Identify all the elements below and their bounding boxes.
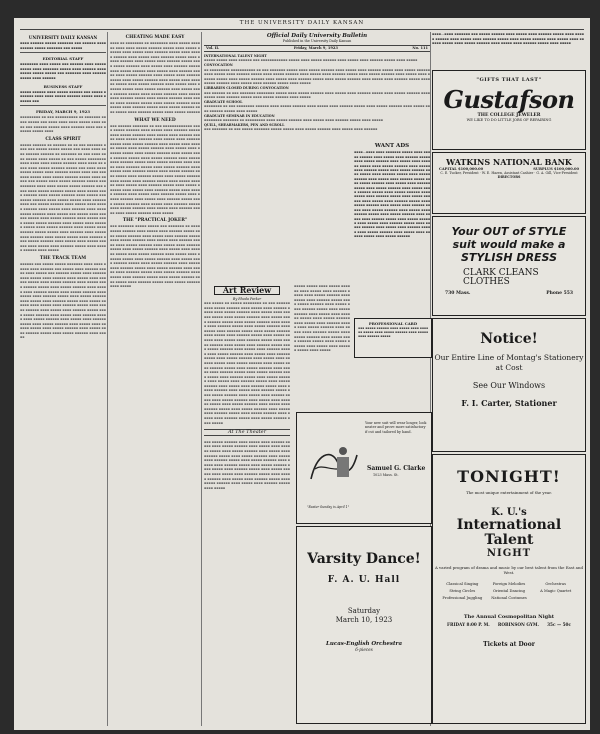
bank-name: WATKINS NATIONAL BANK — [446, 157, 572, 167]
tonight-annual: The Annual Cosmopolitan Night — [463, 614, 555, 620]
practical-joker-heading: THE "PRACTICAL JOKER" — [122, 218, 188, 224]
notice-see-windows: See Our Windows — [472, 381, 546, 390]
bulletin-item: QUILL, SHEARMAKERS, PEN AND SCROLL — [204, 122, 285, 127]
art-review-byline: By Rhoda Parker — [232, 296, 262, 301]
professional-card — [354, 318, 432, 358]
bank-directors: DIRECTORS — [497, 175, 521, 180]
clark-phone: Phone 553 — [546, 291, 573, 296]
newspaper-page — [14, 18, 590, 730]
varsity-dance-pieces: 6-pieces — [355, 647, 373, 652]
gustafson-subtitle: THE COLLEGE JEWELER — [477, 113, 541, 118]
act-item: Oriental Dancing — [492, 589, 526, 593]
bulletin-item-text: ▪▪ ▪▪▪▪▪▪▪▪▪ ▪▪▪▪▪▪▪▪▪▪▪ ▪▪ ▪▪▪ ▪▪▪▪▪▪▪ ▪▪▪▪▪ ▪▪▪▪ ▪▪▪▪▪ ▪▪▪▪▪▪ ▪▪▪▪ ▪▪▪▪▪ ▪▪▪▪ ▪▪▪▪▪▪ ▪▪▪▪▪ ▪▪▪▪ ▪▪▪▪▪ ▪▪▪▪▪▪ ▪▪▪▪ ▪▪▪▪▪ ▪▪▪▪ ▪▪▪▪▪▪ ▪▪▪▪▪ ▪▪▪▪ ▪▪▪▪▪ ▪▪▪▪▪▪ ▪▪▪▪ ▪▪▪▪▪ ▪▪▪▪ ▪▪▪▪▪▪ ▪▪▪▪▪ ▪▪▪▪ ▪▪▪▪▪ ▪▪▪▪▪▪ ▪▪▪▪ ▪▪▪▪▪ ▪▪▪▪ ▪▪▪▪▪▪ ▪▪▪▪▪ ▪▪▪▪ ▪▪▪▪▪ ▪▪▪▪▪▪ ▪▪▪▪ ▪▪▪▪▪ ▪▪▪▪ ▪▪▪▪▪▪ ▪▪▪▪▪ ▪▪▪▪ ▪▪▪▪▪ ▪▪▪▪▪▪ ▪▪▪▪ ▪▪▪▪▪ ▪▪▪▪ ▪▪▪▪▪▪ ▪▪▪▪▪ ▪▪▪▪ ▪▪▪▪▪ ▪▪▪▪▪▪ ▪▪▪▪ ▪▪▪▪▪ ▪▪▪▪ ▪▪▪▪▪▪ ▪▪▪▪▪ ▪▪▪▪ ▪▪▪▪▪ — [204, 67, 430, 86]
bulletin-item: GRADUATE SEMINAR IN EDUCATION — [204, 113, 275, 118]
classifieds-text: ▪▪▪▪—▪▪▪▪ ▪▪▪▪▪▪▪ ▪▪▪ ▪▪▪▪▪ ▪▪▪▪▪▪ ▪▪▪▪ ▪▪▪▪▪ ▪▪▪▪ ▪▪▪▪▪▪ ▪▪▪▪▪ ▪▪▪▪ ▪▪▪▪▪ ▪▪▪▪▪▪ ▪▪▪▪ ▪▪▪▪▪ ▪▪▪▪ ▪▪▪▪▪▪ ▪▪▪▪▪ ▪▪▪▪ ▪▪▪▪▪ ▪▪▪▪▪▪ ▪▪▪▪ ▪▪▪▪▪ ▪▪▪▪ ▪▪▪▪▪▪ ▪▪▪▪▪ ▪▪▪▪ ▪▪▪▪▪ ▪▪▪▪▪▪ ▪▪▪▪ ▪▪▪▪▪ ▪▪▪▪ ▪▪▪▪▪▪ ▪▪▪▪▪ ▪▪▪▪ ▪▪▪▪▪ — [432, 32, 584, 46]
act-item: String Circles — [449, 589, 476, 593]
varsity-dance-day: Saturday — [347, 607, 381, 615]
classifieds-top — [432, 32, 584, 68]
tonight-details — [433, 620, 585, 627]
bulletin-item-text: ▪▪▪▪▪▪▪▪ ▪▪▪▪▪▪▪ ▪▪ ▪▪▪▪▪▪▪▪▪ ▪▪▪▪ ▪▪▪▪▪ ▪▪▪▪▪▪ ▪▪▪▪ ▪▪▪▪▪ ▪▪▪▪ ▪▪▪▪▪▪ ▪▪▪▪▪ ▪▪▪▪ ▪▪▪▪▪ — [204, 118, 383, 123]
act-item: Foreign Melodies — [492, 582, 526, 586]
bulletin-volume: Vol. II. — [206, 46, 220, 51]
bulletin-item: INTERNATIONAL TALENT NIGHT — [204, 53, 267, 58]
gustafson-tagline: "GIFTS THAT LAST" — [476, 77, 542, 83]
bank-capital: CAPITAL $100,000.00 — [439, 167, 484, 171]
tailor-figure-illustration — [303, 443, 363, 487]
staff-list: ▪▪▪▪▪▪▪▪ ▪▪▪▪ ▪▪▪▪▪ ▪▪▪ ▪▪▪▪▪▪ ▪▪▪▪ ▪▪▪▪▪ ▪▪▪▪▪ ▪▪▪▪ ▪▪▪▪▪▪▪ ▪▪▪▪▪ ▪▪▪▪ ▪▪▪▪▪▪ ▪▪▪▪ ▪▪▪▪▪ ▪▪▪▪▪ ▪▪▪▪▪ ▪▪▪ ▪▪▪▪▪▪▪ ▪▪▪▪ ▪▪▪▪▪▪ ▪▪▪▪▪ ▪▪▪▪ ▪▪▪▪▪▪ — [20, 62, 106, 80]
bank-surplus: SURPLUS $100,000.00 — [533, 167, 579, 171]
want-ads-heading: WANT ADS — [374, 143, 410, 149]
editorial-column-2 — [110, 32, 200, 728]
class-spirit-heading: CLASS SPIRIT — [45, 136, 81, 142]
bulletin-item: LIBRARIES CLOSED DURING CONVOCATION — [204, 85, 289, 90]
editorial-staff-heading: EDITORIAL STAFF — [42, 56, 84, 62]
gustafson-subtitle-2: WE LIKE TO DO LITTLE JOBS OF REPAIRING — [466, 118, 552, 122]
tonight-subtitle: The most unique entertainment of the year. — [466, 490, 552, 495]
theater-text: ▪▪▪ ▪▪▪▪▪ ▪▪▪▪▪▪ ▪▪▪▪ ▪▪▪▪▪ ▪▪▪▪ ▪▪▪▪▪▪ ▪▪▪▪▪ ▪▪▪▪ ▪▪▪▪▪ ▪▪▪▪▪▪ ▪▪▪▪ ▪▪▪▪▪ ▪▪▪▪ ▪▪▪▪▪▪ ▪▪▪▪▪ ▪▪▪▪ ▪▪▪▪▪ ▪▪▪▪▪▪ ▪▪▪▪ ▪▪▪▪▪ ▪▪▪▪ ▪▪▪▪▪▪ ▪▪▪▪▪ ▪▪▪▪ ▪▪▪▪▪ ▪▪▪▪▪▪ ▪▪▪▪ ▪▪▪▪▪ ▪▪▪▪ ▪▪▪▪▪▪ ▪▪▪▪▪ ▪▪▪▪ ▪▪▪▪▪ ▪▪▪▪▪▪ ▪▪▪▪ ▪▪▪▪▪ ▪▪▪▪ ▪▪▪▪▪▪ ▪▪▪▪▪ ▪▪▪▪ ▪▪▪▪▪ ▪▪▪▪▪▪ ▪▪▪▪ ▪▪▪▪▪ ▪▪▪▪ ▪▪▪▪▪▪ ▪▪▪▪▪ ▪▪▪▪ ▪▪▪▪▪ ▪▪▪▪▪▪ ▪▪▪▪ ▪▪▪▪▪ ▪▪▪▪ ▪▪▪▪▪▪ ▪▪▪▪▪ ▪▪▪▪ ▪▪▪▪▪ ▪▪▪▪▪▪ ▪▪▪▪ ▪▪▪▪▪ ▪▪▪▪ ▪▪▪▪▪▪ ▪▪▪▪▪ ▪▪▪▪ ▪▪▪▪▪ ▪▪▪▪▪▪ ▪▪▪▪ ▪▪▪▪▪ ▪▪▪▪ ▪▪▪▪▪▪ ▪▪▪▪▪ ▪▪▪▪ ▪▪▪▪▪ — [204, 439, 290, 490]
varsity-dance-orchestra: Lucas-English Orchestra — [325, 641, 403, 647]
varsity-dance-date: March 10, 1923 — [335, 616, 393, 624]
act-item: National Costumes — [491, 596, 527, 600]
style-line-2: suit would make a — [452, 238, 566, 251]
bulletin-item-text: ▪▪▪▪▪▪▪▪ ▪▪ ▪▪▪ ▪▪▪▪▪▪▪▪ ▪▪▪▪▪▪ ▪▪▪▪ ▪▪▪▪▪ ▪▪▪▪▪▪ ▪▪▪▪ ▪▪▪▪▪ ▪▪▪▪ ▪▪▪▪▪▪ ▪▪▪▪▪ ▪▪▪▪ ▪▪▪▪▪ ▪▪▪▪▪▪ ▪▪▪▪ ▪▪▪▪▪ ▪▪▪▪ ▪▪▪▪▪▪ ▪▪▪▪▪ ▪▪▪▪ ▪▪▪▪▪ — [204, 104, 430, 113]
review-continuation — [294, 284, 350, 404]
bulletin-item: GRADUATE SCHOOL — [204, 99, 243, 104]
tonight-international-talent: International Talent — [456, 517, 562, 548]
style-line-1: Your OUT of STYLE — [451, 225, 567, 238]
clark-contact — [433, 287, 585, 296]
masthead-rule — [20, 29, 584, 30]
professional-card-text: ▪▪▪ ▪▪▪▪▪ ▪▪▪▪▪▪ ▪▪▪▪ ▪▪▪▪▪ ▪▪▪▪ ▪▪▪▪▪▪ ▪▪▪▪▪ ▪▪▪▪ ▪▪▪▪▪ ▪▪▪▪▪▪ ▪▪▪▪ ▪▪▪▪▪ ▪▪▪▪ ▪▪▪▪▪▪ ▪▪▪▪▪ — [358, 326, 428, 338]
notice-firm: F. I. Carter, Stationer — [461, 398, 557, 408]
bulletin-item-text: ▪▪▪ ▪▪▪▪▪▪ ▪▪ ▪▪▪ ▪▪▪▪▪▪▪ ▪▪▪▪▪▪▪▪ ▪▪▪▪▪ ▪▪▪▪ ▪▪▪▪▪ ▪▪▪▪▪▪ ▪▪▪▪ ▪▪▪▪▪ ▪▪▪▪ ▪▪▪▪▪▪ ▪▪▪▪▪ ▪▪▪▪ ▪▪▪▪▪ ▪▪▪▪▪▪ ▪▪▪▪ ▪▪▪▪▪ ▪▪▪▪ ▪▪▪▪▪▪ ▪▪▪▪▪ ▪▪▪▪ ▪▪▪▪▪ ▪▪▪▪▪▪ ▪▪▪▪ ▪▪▪▪▪ — [204, 90, 430, 100]
bank-officers: C. E. Tucker, President · W. E. Hazen, Assistant Cashier · G. A. Gill, Vice-President — [440, 171, 578, 175]
art-review — [204, 284, 290, 728]
cheating-heading: CHEATING MADE EASY — [125, 35, 185, 40]
tonight-where: ROBINSON GYM. — [497, 622, 539, 627]
review-continuation-text: ▪▪▪▪▪ ▪▪▪▪▪ ▪▪▪▪ ▪▪▪▪▪ ▪▪▪▪▪▪ ▪▪▪▪ ▪▪▪▪▪ ▪▪▪▪ ▪▪▪▪▪▪ ▪▪▪▪▪ ▪▪▪▪ ▪▪▪▪▪ ▪▪▪▪▪▪ ▪▪▪▪ ▪▪▪▪▪ ▪▪▪▪ ▪▪▪▪▪▪ ▪▪▪▪▪ ▪▪▪▪ ▪▪▪▪▪ ▪▪▪▪▪▪ ▪▪▪▪ ▪▪▪▪▪ ▪▪▪▪ ▪▪▪▪▪▪ ▪▪▪▪▪ ▪▪▪▪ ▪▪▪▪▪ ▪▪▪▪▪▪ ▪▪▪▪ ▪▪▪▪▪ ▪▪▪▪ ▪▪▪▪▪▪ ▪▪▪▪▪ ▪▪▪▪ ▪▪▪▪▪ ▪▪▪▪▪▪ ▪▪▪▪ ▪▪▪▪▪ ▪▪▪▪ ▪▪▪▪▪▪ ▪▪▪▪▪ ▪▪▪▪ ▪▪▪▪▪ ▪▪▪▪▪▪ ▪▪▪▪ ▪▪▪▪▪ ▪▪▪▪ ▪▪▪▪▪▪ ▪▪▪▪▪ ▪▪▪▪ ▪▪▪▪▪ ▪▪▪▪▪▪ ▪▪▪▪ ▪▪▪▪▪ ▪▪▪▪ ▪▪▪▪▪▪ ▪▪▪▪▪ ▪▪▪▪ ▪▪▪▪▪ ▪▪▪▪▪▪ ▪▪▪▪ ▪▪▪▪▪ ▪▪▪▪ ▪▪▪▪▪▪ ▪▪▪▪▪ ▪▪▪▪ ▪▪▪▪▪ — [294, 284, 350, 353]
bulletin-item-text: ▪▪▪▪▪ ▪▪▪▪▪ ▪▪▪▪ ▪▪▪▪▪▪ ▪▪▪ ▪▪▪▪▪▪▪▪▪▪▪▪ ▪▪▪▪▪ ▪▪▪▪ ▪▪▪▪▪ ▪▪▪▪▪▪ ▪▪▪▪ ▪▪▪▪▪ ▪▪▪▪ ▪▪▪▪▪▪ ▪▪▪▪▪ ▪▪▪▪ ▪▪▪▪▪ — [204, 58, 418, 63]
column-divider — [107, 32, 108, 726]
varsity-dance-ad — [296, 526, 432, 724]
notice-title: Notice! — [480, 331, 538, 347]
bulletin-number: No. 111 — [412, 46, 428, 51]
staff-title: UNIVERSITY DAILY KANSAN — [28, 35, 98, 40]
act-item: Classical Singing — [446, 582, 479, 586]
talent-night-ad — [432, 454, 586, 724]
bulletin-subtitle: Published in the University Daily Kansan — [282, 38, 352, 43]
masthead: THE UNIVERSITY DAILY KANSAN — [239, 20, 365, 26]
tonight-acts — [433, 581, 585, 602]
rule — [20, 52, 106, 53]
what-we-need-heading: WHAT WE NEED — [134, 117, 176, 123]
art-review-text: ▪▪▪ ▪▪▪▪▪ ▪▪ ▪▪▪▪▪ ▪▪▪▪▪▪▪▪ ▪▪ ▪▪▪ ▪▪▪▪▪▪ ▪▪▪▪ ▪▪▪▪▪ ▪▪▪▪▪▪ ▪▪▪▪ ▪▪▪▪▪ ▪▪▪▪ ▪▪▪▪▪▪ ▪▪▪▪▪ ▪▪▪▪ ▪▪▪▪▪ ▪▪▪▪▪▪ ▪▪▪▪ ▪▪▪▪▪ ▪▪▪▪ ▪▪▪▪▪▪ ▪▪▪▪▪ ▪▪▪▪ ▪▪▪▪▪ ▪▪▪▪▪▪ ▪▪▪▪ ▪▪▪▪▪ ▪▪▪▪ ▪▪▪▪▪▪ ▪▪▪▪▪ ▪▪▪▪ ▪▪▪▪▪ ▪▪▪▪▪▪ ▪▪▪▪ ▪▪▪▪▪ ▪▪▪▪ ▪▪▪▪▪▪ ▪▪▪▪▪ ▪▪▪▪ ▪▪▪▪▪ ▪▪▪▪▪▪ ▪▪▪▪ ▪▪▪▪▪ ▪▪▪▪ ▪▪▪▪▪▪ ▪▪▪▪▪ ▪▪▪▪ ▪▪▪▪▪ ▪▪▪▪▪▪ ▪▪▪▪ ▪▪▪▪▪ ▪▪▪▪ ▪▪▪▪▪▪ ▪▪▪▪▪ ▪▪▪▪ ▪▪▪▪▪ ▪▪▪▪▪▪ ▪▪▪▪ ▪▪▪▪▪ ▪▪▪▪ ▪▪▪▪▪▪ ▪▪▪▪▪ ▪▪▪▪ ▪▪▪▪▪ ▪▪▪▪▪▪ ▪▪▪▪ ▪▪▪▪▪ ▪▪▪▪ ▪▪▪▪▪▪ ▪▪▪▪▪ ▪▪▪▪ ▪▪▪▪▪ ▪▪▪▪▪▪ ▪▪▪▪ ▪▪▪▪▪ ▪▪▪▪ ▪▪▪▪▪▪ ▪▪▪▪▪ ▪▪▪▪ ▪▪▪▪▪ ▪▪▪▪▪▪ ▪▪▪▪ ▪▪▪▪▪ ▪▪▪▪ ▪▪▪▪▪▪ ▪▪▪▪▪ ▪▪▪▪ ▪▪▪▪▪ ▪▪▪▪▪▪ ▪▪▪▪ ▪▪▪▪▪ ▪▪▪▪ ▪▪▪▪▪▪ ▪▪▪▪▪ ▪▪▪▪ ▪▪▪▪▪ ▪▪▪▪▪▪ ▪▪▪▪ ▪▪▪▪▪ ▪▪▪▪ ▪▪▪▪▪▪ ▪▪▪▪▪ ▪▪▪▪ ▪▪▪▪▪ ▪▪▪▪▪▪ ▪▪▪▪ ▪▪▪▪▪ ▪▪▪▪ ▪▪▪▪▪▪ ▪▪▪▪▪ ▪▪▪▪ ▪▪▪▪▪ ▪▪▪▪▪▪ ▪▪▪▪ ▪▪▪▪▪ ▪▪▪▪ ▪▪▪▪▪▪ ▪▪▪▪▪ ▪▪▪▪ ▪▪▪▪▪ ▪▪▪▪▪▪ ▪▪▪▪ ▪▪▪▪▪ ▪▪▪▪ ▪▪▪▪▪▪ ▪▪▪▪▪ ▪▪▪▪ ▪▪▪▪▪ ▪▪▪▪▪▪ ▪▪▪▪ ▪▪▪▪▪ ▪▪▪▪ ▪▪▪▪▪▪ ▪▪▪▪▪ ▪▪▪▪ ▪▪▪▪▪ ▪▪▪▪▪▪ ▪▪▪▪ ▪▪▪▪▪ ▪▪▪▪ ▪▪▪▪▪▪ ▪▪▪▪▪ ▪▪▪▪ ▪▪▪▪▪ ▪▪▪▪▪▪ ▪▪▪▪ ▪▪▪▪▪ ▪▪▪▪ ▪▪▪▪▪▪ ▪▪▪▪▪ ▪▪▪▪ ▪▪▪▪▪ ▪▪▪▪▪▪ ▪▪▪▪ ▪▪▪▪▪ ▪▪▪▪ ▪▪▪▪▪▪ ▪▪▪▪▪ ▪▪▪▪ ▪▪▪▪▪ ▪▪▪▪▪▪ ▪▪▪▪ ▪▪▪▪▪ ▪▪▪▪ ▪▪▪▪▪▪ ▪▪▪▪▪ ▪▪▪▪ ▪▪▪▪▪ ▪▪▪▪▪▪ ▪▪▪▪ ▪▪▪▪▪ ▪▪▪▪ ▪▪▪▪▪▪ ▪▪▪▪▪ ▪▪▪▪ ▪▪▪▪▪ ▪▪▪▪▪▪ ▪▪▪▪ ▪▪▪▪▪ ▪▪▪▪ ▪▪▪▪▪▪ ▪▪▪▪▪ ▪▪▪▪ ▪▪▪▪▪ ▪▪▪▪▪▪ ▪▪▪▪ ▪▪▪▪▪ — [204, 301, 290, 425]
gustafson-logo: Gustafson — [443, 85, 575, 114]
business-list: ▪▪▪▪▪ ▪▪▪▪▪▪ ▪▪▪▪ ▪▪▪▪▪ ▪▪▪▪▪▪ ▪▪▪ ▪▪▪▪▪ ▪▪▪▪▪▪▪ ▪▪▪▪ ▪▪▪▪ ▪▪▪▪▪ ▪▪▪▪▪▪ ▪▪▪▪▪ ▪▪▪▪ ▪▪▪▪▪▪ ▪▪▪ — [20, 89, 106, 103]
act-item: Professional Juggling — [442, 596, 483, 600]
clarke-tailor-ad — [296, 412, 432, 524]
class-spirit-text: ▪▪▪▪▪ ▪▪▪▪▪▪ ▪▪ ▪▪▪▪▪▪ ▪▪ ▪▪ ▪▪▪ ▪▪▪▪▪▪▪ ▪▪▪▪ ▪▪▪ ▪▪▪▪▪ ▪▪▪▪▪ ▪▪▪▪▪ ▪▪▪ ▪▪▪▪ ▪▪▪▪ ▪▪▪▪ ▪▪▪▪▪▪ ▪▪▪▪▪▪ ▪▪ ▪▪▪▪▪▪▪ ▪▪ ▪▪▪ ▪▪▪▪ ▪▪▪▪ ▪▪▪▪▪ ▪▪▪▪ ▪▪▪▪▪ ▪▪ ▪▪▪ ▪▪▪▪▪ ▪▪▪▪▪▪▪▪ ▪▪▪▪ ▪▪▪▪ ▪▪▪▪ ▪▪▪▪▪ ▪▪▪▪▪▪ ▪▪▪▪ ▪▪▪▪ ▪▪ ▪▪▪▪ ▪▪▪▪ ▪▪▪▪▪ ▪▪▪▪▪▪ ▪▪▪▪▪ ▪▪▪ ▪▪▪▪ ▪▪▪▪ ▪▪▪▪▪ ▪▪▪▪▪ ▪▪▪▪ ▪▪▪▪▪▪ ▪▪▪▪▪ ▪▪▪▪ ▪▪▪ ▪▪▪▪▪▪▪ ▪▪▪▪▪ ▪▪▪▪ ▪▪▪▪▪ ▪▪▪▪▪▪ ▪▪▪▪▪ ▪▪▪▪ ▪▪▪▪▪ ▪▪▪ ▪▪▪▪▪ ▪▪▪▪ ▪▪▪▪▪ ▪▪▪▪▪▪ ▪▪▪▪▪ ▪▪▪ ▪▪▪▪▪▪▪ ▪▪▪▪ ▪▪▪▪ ▪▪▪▪▪ ▪▪▪▪▪ ▪▪▪▪▪▪ ▪▪▪ ▪▪▪▪ ▪▪▪▪ ▪▪▪▪▪ ▪▪▪▪▪▪ ▪▪▪▪▪ ▪▪▪▪ ▪▪▪▪▪ ▪▪▪▪ ▪▪▪▪▪▪ ▪▪▪▪ ▪▪▪▪▪ ▪▪▪▪▪▪ ▪▪▪▪ ▪▪▪▪▪ ▪▪▪ ▪▪▪▪▪ ▪▪▪▪▪▪ ▪▪▪▪ ▪▪▪▪▪ ▪▪▪▪▪ ▪▪▪▪ ▪▪▪▪▪▪ ▪▪▪▪ ▪▪▪ ▪▪▪▪▪ ▪▪▪▪▪▪ ▪▪▪▪ ▪▪▪▪▪ ▪▪▪▪ ▪▪▪▪▪ ▪▪▪▪▪▪ ▪▪▪▪ ▪▪▪▪▪ ▪▪▪▪ ▪▪▪▪▪▪ ▪▪▪▪ ▪▪▪▪ ▪▪▪▪▪ ▪▪▪▪▪▪ ▪▪▪▪ ▪▪▪▪▪ ▪▪▪ ▪▪▪▪▪ ▪▪▪▪ ▪▪▪▪▪▪ ▪▪▪▪▪ ▪▪▪▪ ▪▪▪▪▪ ▪▪▪▪▪▪ ▪▪▪▪ ▪▪▪▪▪ ▪▪▪▪ ▪▪▪▪▪ ▪▪▪▪▪ ▪▪▪▪▪▪ ▪▪▪▪ ▪▪▪▪▪ ▪▪▪▪ ▪▪▪▪▪▪ ▪▪▪▪▪ ▪▪▪▪ ▪▪▪▪▪ ▪▪▪▪▪▪ ▪▪▪▪ ▪▪▪▪▪ ▪▪▪▪ ▪▪▪▪▪▪ ▪▪▪▪▪ ▪▪▪▪▪ ▪▪▪▪ ▪▪▪▪▪▪ ▪▪▪▪ ▪▪▪▪▪ ▪▪▪▪ ▪▪▪▪▪▪ ▪▪▪▪ ▪▪▪▪▪ ▪▪▪▪▪ ▪▪▪▪ ▪▪▪▪▪▪ ▪▪▪▪ ▪▪▪▪▪ ▪▪▪▪▪▪ ▪▪▪▪ ▪▪▪▪▪ ▪▪▪▪ ▪▪▪▪▪ ▪▪▪▪▪▪ ▪▪▪▪ ▪▪▪▪▪ ▪▪▪▪ ▪▪▪▪▪▪ ▪▪▪▪▪ ▪▪▪▪ ▪▪▪▪▪ ▪▪▪▪▪▪ ▪▪▪▪ ▪▪▪▪▪ — [20, 142, 106, 253]
column-divider — [201, 32, 202, 726]
editorial-column — [20, 32, 106, 728]
bulletin-title: Official Daily University Bulletin — [266, 33, 368, 39]
clarke-intro: Your new suit will wear longer, look neater and prove more satisfactory if cut and tailored by hand. — [365, 421, 427, 434]
bulletin-item-text: ▪▪▪ ▪▪▪▪▪▪▪ ▪▪ ▪▪▪ ▪▪▪▪▪ ▪▪▪▪▪▪▪ ▪▪▪▪▪ ▪▪▪▪▪ ▪▪▪▪ ▪▪▪▪▪ ▪▪▪▪▪▪ ▪▪▪▪ ▪▪▪▪▪ ▪▪▪▪ ▪▪▪▪▪▪ — [204, 127, 378, 132]
what-we-need-text: ▪▪▪ ▪▪▪▪▪▪ ▪▪▪▪▪▪▪ ▪▪ ▪▪▪ ▪▪▪▪▪▪▪▪▪▪▪▪▪ ▪▪▪▪ ▪▪▪▪▪ ▪▪▪▪▪▪ ▪▪▪▪ ▪▪▪▪▪ ▪▪▪▪ ▪▪▪▪▪▪ ▪▪▪▪▪ ▪▪▪▪ ▪▪▪▪▪ ▪▪▪▪▪▪ ▪▪▪▪ ▪▪▪▪▪ ▪▪▪▪ ▪▪▪▪▪▪ ▪▪▪▪▪ ▪▪▪▪ ▪▪▪▪▪ ▪▪▪▪▪▪ ▪▪▪▪ ▪▪▪▪▪ ▪▪▪▪ ▪▪▪▪▪▪ ▪▪▪▪▪ ▪▪▪▪ ▪▪▪▪▪ ▪▪▪▪▪▪ ▪▪▪▪ ▪▪▪▪▪ ▪▪▪▪ ▪▪▪▪▪▪ ▪▪▪▪▪ ▪▪▪▪ ▪▪▪▪▪ ▪▪▪▪▪▪ ▪▪▪▪ ▪▪▪▪▪ ▪▪▪▪ ▪▪▪▪▪▪ ▪▪▪▪▪ ▪▪▪▪ ▪▪▪▪▪ ▪▪▪▪▪▪ ▪▪▪▪ ▪▪▪▪▪ ▪▪▪▪ ▪▪▪▪▪▪ ▪▪▪▪▪ ▪▪▪▪ ▪▪▪▪▪ ▪▪▪▪▪▪ ▪▪▪▪ ▪▪▪▪▪ ▪▪▪▪ ▪▪▪▪▪▪ ▪▪▪▪▪ ▪▪▪▪ ▪▪▪▪▪ ▪▪▪▪▪▪ ▪▪▪▪ ▪▪▪▪▪ ▪▪▪▪ ▪▪▪▪▪▪ ▪▪▪▪▪ ▪▪▪▪ ▪▪▪▪▪ ▪▪▪▪▪▪ ▪▪▪▪ ▪▪▪▪▪ ▪▪▪▪ ▪▪▪▪▪▪ ▪▪▪▪▪ ▪▪▪▪ ▪▪▪▪▪ ▪▪▪▪▪▪ ▪▪▪▪ ▪▪▪▪▪ ▪▪▪▪ ▪▪▪▪▪▪ ▪▪▪▪▪ ▪▪▪▪ ▪▪▪▪▪ ▪▪▪▪▪▪ ▪▪▪▪ ▪▪▪▪▪ ▪▪▪▪ ▪▪▪▪▪▪ ▪▪▪▪▪ ▪▪▪▪ ▪▪▪▪▪ ▪▪▪▪▪▪ ▪▪▪▪ ▪▪▪▪▪ ▪▪▪▪ ▪▪▪▪▪▪ ▪▪▪▪▪ ▪▪▪▪ ▪▪▪▪▪ ▪▪▪▪▪▪ ▪▪▪▪ ▪▪▪▪▪ ▪▪▪▪ ▪▪▪▪▪▪ ▪▪▪▪▪ ▪▪▪▪ ▪▪▪▪▪ ▪▪▪▪▪▪ ▪▪▪▪ ▪▪▪▪▪ ▪▪▪▪ ▪▪▪▪▪▪ ▪▪▪▪▪ ▪▪▪▪ ▪▪▪▪▪ ▪▪▪▪▪▪ ▪▪▪▪ ▪▪▪▪▪ ▪▪▪▪ ▪▪▪▪▪▪ ▪▪▪▪▪ ▪▪▪▪ ▪▪▪▪▪ ▪▪▪▪▪▪ ▪▪▪▪ ▪▪▪▪▪ ▪▪▪▪ ▪▪▪▪▪▪ ▪▪▪▪▪ ▪▪▪▪ ▪▪▪▪▪ ▪▪▪▪▪▪ ▪▪▪▪ ▪▪▪▪▪ ▪▪▪▪ ▪▪▪▪▪▪ ▪▪▪▪▪ ▪▪▪▪ ▪▪▪▪▪ ▪▪▪▪▪▪ ▪▪▪▪ ▪▪▪▪▪ — [110, 123, 200, 215]
clarke-address: 1023 Mass. St. — [373, 473, 399, 477]
tonight-price: 35c — 50c — [547, 622, 571, 627]
watkins-bank-ad — [432, 152, 586, 214]
carter-stationery-ad — [432, 318, 586, 452]
style-line-3: STYLISH DRESS — [460, 251, 558, 264]
varsity-dance-title: Varsity Dance! — [307, 551, 421, 567]
cheating-text: ▪▪▪▪ ▪▪ ▪▪▪▪▪▪▪▪ ▪▪ ▪▪▪▪▪▪▪▪ ▪▪▪▪ ▪▪▪▪▪ ▪▪▪▪▪▪ ▪▪▪▪ ▪▪▪▪ ▪▪▪▪▪ ▪▪▪▪▪▪ ▪▪▪▪▪ ▪▪▪▪ ▪▪▪▪▪ ▪▪▪▪▪▪ ▪▪▪▪ ▪▪▪▪▪ ▪▪▪▪ ▪▪▪▪▪▪ ▪▪▪▪▪ ▪▪▪▪ ▪▪▪▪▪ ▪▪▪▪▪▪ ▪▪▪▪ ▪▪▪▪▪ ▪▪▪▪ ▪▪▪▪▪▪ ▪▪▪▪▪ ▪▪▪▪ ▪▪▪▪▪ ▪▪▪▪▪▪ ▪▪▪▪ ▪▪▪▪▪ ▪▪▪▪ ▪▪▪▪▪▪ ▪▪▪▪▪ ▪▪▪▪ ▪▪▪▪▪ ▪▪▪▪▪▪ ▪▪▪▪ ▪▪▪▪▪ ▪▪▪▪ ▪▪▪▪▪▪ ▪▪▪▪▪ ▪▪▪▪ ▪▪▪▪▪ ▪▪▪▪▪▪ ▪▪▪▪ ▪▪▪▪▪ ▪▪▪▪ ▪▪▪▪▪▪ ▪▪▪▪▪ ▪▪▪▪ ▪▪▪▪▪ ▪▪▪▪▪▪ ▪▪▪▪ ▪▪▪▪▪ ▪▪▪▪ ▪▪▪▪▪▪ ▪▪▪▪▪ ▪▪▪▪ ▪▪▪▪▪ ▪▪▪▪▪▪ ▪▪▪▪ ▪▪▪▪▪ ▪▪▪▪ ▪▪▪▪▪▪ ▪▪▪▪▪ ▪▪▪▪ ▪▪▪▪▪ ▪▪▪▪▪▪ ▪▪▪▪ ▪▪▪▪▪ ▪▪▪▪ ▪▪▪▪▪▪ ▪▪▪▪▪ ▪▪▪▪ ▪▪▪▪▪ ▪▪▪▪▪▪ ▪▪▪▪ ▪▪▪▪▪ ▪▪▪▪ ▪▪▪▪▪▪ ▪▪▪▪▪ ▪▪▪▪ ▪▪▪▪▪ ▪▪▪▪▪▪ ▪▪▪▪ ▪▪▪▪▪ ▪▪▪▪ ▪▪▪▪▪▪ ▪▪▪▪▪ ▪▪▪▪ ▪▪▪▪▪ ▪▪▪▪▪▪ ▪▪▪▪ ▪▪▪▪▪ ▪▪▪▪ ▪▪▪▪▪▪ ▪▪▪▪▪ ▪▪▪▪ ▪▪▪▪▪ ▪▪▪▪▪▪ ▪▪▪▪ ▪▪▪▪▪ ▪▪▪▪ ▪▪▪▪▪▪ ▪▪▪▪▪ ▪▪▪▪ ▪▪▪▪▪ ▪▪▪▪▪▪ ▪▪▪▪ ▪▪▪▪▪ ▪▪▪▪ ▪▪▪▪▪▪ ▪▪▪▪▪ ▪▪▪▪ ▪▪▪▪▪ ▪▪▪▪▪▪ — [110, 41, 200, 114]
staff-text: ▪▪▪▪ ▪▪▪▪▪▪ ▪▪▪▪▪ ▪▪▪▪▪▪▪ ▪▪▪ ▪▪▪▪▪▪ ▪▪▪▪ ▪▪▪▪▪▪ ▪▪▪▪▪ ▪▪▪▪▪▪▪ ▪▪▪ ▪▪▪▪▪ — [20, 41, 106, 50]
act-item: A Magic Quartet — [540, 589, 572, 593]
professional-card-heading: PROFESSIONAL CARD — [368, 321, 418, 326]
bulletin-meta — [204, 45, 430, 52]
article-text: ▪▪▪▪▪▪▪▪▪ ▪▪ ▪▪▪ ▪▪▪▪▪▪▪▪▪▪ ▪▪ ▪▪▪▪▪▪▪ ▪▪▪▪▪ ▪▪▪▪▪ ▪▪▪ ▪▪▪▪ ▪▪▪▪ ▪▪▪▪ ▪▪▪▪▪ ▪▪▪▪ ▪▪▪▪ ▪▪▪ ▪▪▪▪▪▪ ▪▪▪▪▪ ▪▪▪▪ ▪▪▪▪▪▪ ▪▪▪▪ ▪▪▪ ▪▪▪▪▪▪ ▪▪▪▪▪ ▪▪▪▪ — [20, 115, 106, 134]
tonight-ku: K. U.'s — [491, 507, 527, 518]
tonight-night: NIGHT — [486, 548, 532, 559]
theater-heading: At The Theater — [204, 429, 290, 436]
clarke-caption: "Easter Sunday is April 1" — [307, 505, 350, 509]
bulletin-date: Friday, March 9, 1923 — [293, 46, 338, 51]
clark-brand: CLARK CLEANS CLOTHES — [463, 268, 539, 287]
act-item: Orchestras — [545, 582, 566, 586]
art-review-heading: Art Review — [214, 286, 280, 295]
bulletin-item: CONVOCATION — [204, 62, 233, 67]
clark-cleaners-ad — [432, 216, 586, 316]
notice-body: Our Entire Line of Montag's Stationery at Cost — [434, 353, 584, 372]
tonight-tickets: Tickets at Door — [483, 641, 535, 648]
want-ads-text: ▪▪▪▪—▪▪▪▪ ▪▪▪▪ ▪▪▪▪▪▪▪ ▪▪▪▪▪ ▪▪▪▪ ▪▪▪▪▪ ▪▪▪▪▪▪ ▪▪▪▪ ▪▪▪▪▪ ▪▪▪▪ ▪▪▪▪▪▪ ▪▪▪▪▪ ▪▪▪▪ ▪▪▪▪▪ ▪▪▪▪▪▪ ▪▪▪▪ ▪▪▪▪▪ ▪▪▪▪ ▪▪▪▪▪▪ ▪▪▪▪▪ ▪▪▪▪ ▪▪▪▪▪ ▪▪▪▪▪▪ ▪▪▪▪ ▪▪▪▪▪ ▪▪▪▪ ▪▪▪▪▪▪ ▪▪▪▪▪ ▪▪▪▪ ▪▪▪▪▪ ▪▪▪▪▪▪ ▪▪▪▪ ▪▪▪▪▪ ▪▪▪▪ ▪▪▪▪▪▪ ▪▪▪▪▪ ▪▪▪▪ ▪▪▪▪▪ ▪▪▪▪▪▪ ▪▪▪▪ ▪▪▪▪▪ ▪▪▪▪ ▪▪▪▪▪▪ ▪▪▪▪▪ ▪▪▪▪ ▪▪▪▪▪ ▪▪▪▪▪▪ ▪▪▪▪ ▪▪▪▪▪ ▪▪▪▪ ▪▪▪▪▪▪ ▪▪▪▪▪ ▪▪▪▪ ▪▪▪▪▪ ▪▪▪▪▪▪ ▪▪▪▪ ▪▪▪▪▪ ▪▪▪▪ ▪▪▪▪▪▪ ▪▪▪▪▪ ▪▪▪▪ ▪▪▪▪▪ ▪▪▪▪▪▪ ▪▪▪▪ ▪▪▪▪▪ ▪▪▪▪ ▪▪▪▪▪▪ ▪▪▪▪▪ ▪▪▪▪ ▪▪▪▪▪ ▪▪▪▪▪▪ ▪▪▪▪ ▪▪▪▪▪ ▪▪▪▪ ▪▪▪▪▪▪ ▪▪▪▪▪ ▪▪▪▪ ▪▪▪▪▪ ▪▪▪▪▪▪ ▪▪▪▪ ▪▪▪▪▪ ▪▪▪▪ ▪▪▪▪▪▪ ▪▪▪▪▪ ▪▪▪▪ ▪▪▪▪▪ ▪▪▪▪▪▪ ▪▪▪▪ ▪▪▪▪▪ ▪▪▪▪ ▪▪▪▪▪▪ ▪▪▪▪▪ ▪▪▪▪ ▪▪▪▪▪ ▪▪▪▪▪▪ ▪▪▪▪ ▪▪▪▪▪ ▪▪▪▪ ▪▪▪▪▪▪ ▪▪▪▪▪ ▪▪▪▪ ▪▪▪▪▪ ▪▪▪▪▪▪ ▪▪▪▪ ▪▪▪▪▪ ▪▪▪▪ ▪▪▪▪▪▪ ▪▪▪▪▪ ▪▪▪▪ ▪▪▪▪▪ ▪▪▪▪▪▪ ▪▪▪▪ ▪▪▪▪▪ ▪▪▪▪ ▪▪▪▪▪▪ ▪▪▪▪▪ ▪▪▪▪ ▪▪▪▪▪ ▪▪▪▪▪▪ ▪▪▪▪ ▪▪▪▪▪ ▪▪▪▪ ▪▪▪▪▪▪ ▪▪▪▪▪ ▪▪▪▪ ▪▪▪▪▪ ▪▪▪▪▪▪ — [354, 150, 430, 239]
varsity-dance-hall: F. A. U. Hall — [327, 575, 401, 585]
practical-joker-text: ▪▪▪ ▪▪▪▪▪▪▪ ▪▪▪▪▪ ▪▪▪▪▪ ▪▪▪ ▪▪▪▪▪▪▪ ▪▪ ▪▪▪▪ ▪▪▪▪▪ ▪▪▪▪▪▪ ▪▪▪▪ ▪▪▪▪▪ ▪▪▪▪ ▪▪▪▪▪▪ ▪▪▪▪▪ ▪▪▪▪ ▪▪▪▪▪ ▪▪▪▪▪▪ ▪▪▪▪ ▪▪▪▪▪ ▪▪▪▪ ▪▪▪▪▪▪ ▪▪▪▪▪ ▪▪▪▪ ▪▪▪▪▪ ▪▪▪▪▪▪ ▪▪▪▪ ▪▪▪▪▪ ▪▪▪▪ ▪▪▪▪▪▪ ▪▪▪▪▪ ▪▪▪▪ ▪▪▪▪▪ ▪▪▪▪▪▪ ▪▪▪▪ ▪▪▪▪▪ ▪▪▪▪ ▪▪▪▪▪▪ ▪▪▪▪▪ ▪▪▪▪ ▪▪▪▪▪ ▪▪▪▪▪▪ ▪▪▪▪ ▪▪▪▪▪ ▪▪▪▪ ▪▪▪▪▪▪ ▪▪▪▪▪ ▪▪▪▪ ▪▪▪▪▪ ▪▪▪▪▪▪ ▪▪▪▪ ▪▪▪▪▪ ▪▪▪▪ ▪▪▪▪▪▪ ▪▪▪▪▪ ▪▪▪▪ ▪▪▪▪▪ ▪▪▪▪▪▪ ▪▪▪▪ ▪▪▪▪▪ ▪▪▪▪ ▪▪▪▪▪▪ ▪▪▪▪▪ ▪▪▪▪ ▪▪▪▪▪ ▪▪▪▪▪▪ ▪▪▪▪ ▪▪▪▪▪ ▪▪▪▪ ▪▪▪▪▪▪ ▪▪▪▪▪ ▪▪▪▪ ▪▪▪▪▪ ▪▪▪▪▪▪ ▪▪▪▪ ▪▪▪▪▪ ▪▪▪▪ ▪▪▪▪▪▪ ▪▪▪▪▪ ▪▪▪▪ ▪▪▪▪▪ ▪▪▪▪▪▪ ▪▪▪▪ ▪▪▪▪▪ ▪▪▪▪ ▪▪▪▪▪▪ ▪▪▪▪▪ ▪▪▪▪ ▪▪▪▪▪ ▪▪▪▪▪▪ ▪▪▪▪ ▪▪▪▪▪ ▪▪▪▪ ▪▪▪▪▪▪ ▪▪▪▪▪ ▪▪▪▪ ▪▪▪▪▪ ▪▪▪▪▪▪ ▪▪▪▪ ▪▪▪▪▪ — [110, 224, 200, 289]
business-staff-heading: BUSINESS STAFF — [43, 83, 83, 89]
tonight-title: TONIGHT! — [457, 467, 561, 486]
track-team-text: ▪▪▪▪▪▪ ▪▪▪ ▪▪▪▪▪ ▪▪▪▪▪ ▪▪▪▪▪▪▪ ▪▪▪▪ ▪▪▪▪ ▪▪▪▪▪ ▪▪▪▪ ▪▪▪▪▪▪ ▪▪▪ ▪▪▪▪▪ ▪▪▪▪ ▪▪▪▪▪▪ ▪▪▪▪▪ ▪▪▪▪ ▪▪▪▪▪ ▪▪▪ ▪▪▪▪▪▪ ▪▪▪▪▪ ▪▪▪▪ ▪▪▪▪▪▪ ▪▪▪▪ ▪▪▪▪▪ ▪▪▪▪ ▪▪▪▪▪▪ ▪▪▪▪ ▪▪▪▪▪ ▪▪▪▪ ▪▪▪▪▪▪ ▪▪▪▪▪ ▪▪▪▪ ▪▪▪▪▪ ▪▪▪▪▪▪ ▪▪▪▪ ▪▪▪▪▪ ▪▪▪▪ ▪▪▪▪▪▪ ▪▪▪▪▪ ▪▪▪▪ ▪▪▪▪▪ ▪▪▪▪▪▪ ▪▪▪▪ ▪▪▪▪▪ ▪▪▪▪ ▪▪▪▪▪▪ ▪▪▪▪▪ ▪▪▪▪ ▪▪▪▪▪ ▪▪▪▪▪▪ ▪▪▪▪ ▪▪▪▪▪ ▪▪▪▪ ▪▪▪▪▪▪ ▪▪▪▪▪ ▪▪▪▪ ▪▪▪▪▪ ▪▪▪▪▪▪ ▪▪▪▪ ▪▪▪▪▪ ▪▪▪▪ ▪▪▪▪▪▪ ▪▪▪▪▪ ▪▪▪▪ ▪▪▪▪▪ ▪▪▪▪▪▪ ▪▪▪▪ ▪▪▪▪▪ ▪▪▪▪ ▪▪▪▪▪▪ ▪▪▪▪▪ ▪▪▪▪ ▪▪▪▪▪ ▪▪▪▪▪▪ ▪▪▪▪ ▪▪▪▪▪ ▪▪▪▪ ▪▪▪▪▪▪ ▪▪▪▪▪ ▪▪▪▪ ▪▪▪▪▪ ▪▪▪▪▪▪ ▪▪▪▪ ▪▪▪▪▪ ▪▪▪▪ ▪▪▪▪▪▪ ▪▪▪▪▪ ▪▪▪▪ ▪▪▪▪▪ ▪▪▪▪▪▪ ▪▪▪▪ ▪▪▪▪▪ ▪▪▪▪ ▪▪▪▪▪▪ ▪▪▪▪▪ ▪▪▪▪ ▪▪▪▪▪ ▪▪▪▪▪▪ ▪▪▪▪ ▪▪▪▪▪ ▪▪▪▪ ▪▪▪▪▪▪ ▪▪▪▪▪ ▪▪▪▪ ▪▪▪▪▪ ▪▪▪▪▪▪ ▪▪▪▪ ▪▪▪▪▪ ▪▪▪▪ ▪▪▪▪▪▪ ▪▪▪▪▪ ▪▪▪▪ ▪▪▪▪▪ ▪▪▪▪▪▪ ▪▪▪▪ ▪▪▪▪▪ — [20, 261, 106, 340]
tonight-program: A varied program of drama and music by our best talent from the East and West. — [435, 565, 583, 575]
clark-address: 730 Mass. — [445, 291, 471, 296]
want-ads-section — [354, 142, 430, 318]
gustafson-jeweler-ad — [432, 70, 586, 150]
tonight-when: FRIDAY 8:00 P. M. — [447, 622, 490, 627]
clarke-name: Samuel G. Clarke — [367, 465, 426, 472]
issue-date: FRIDAY, MARCH 9, 1923 — [36, 109, 90, 115]
rule — [20, 105, 106, 106]
track-team-heading: THE TRACK TEAM — [39, 255, 87, 261]
